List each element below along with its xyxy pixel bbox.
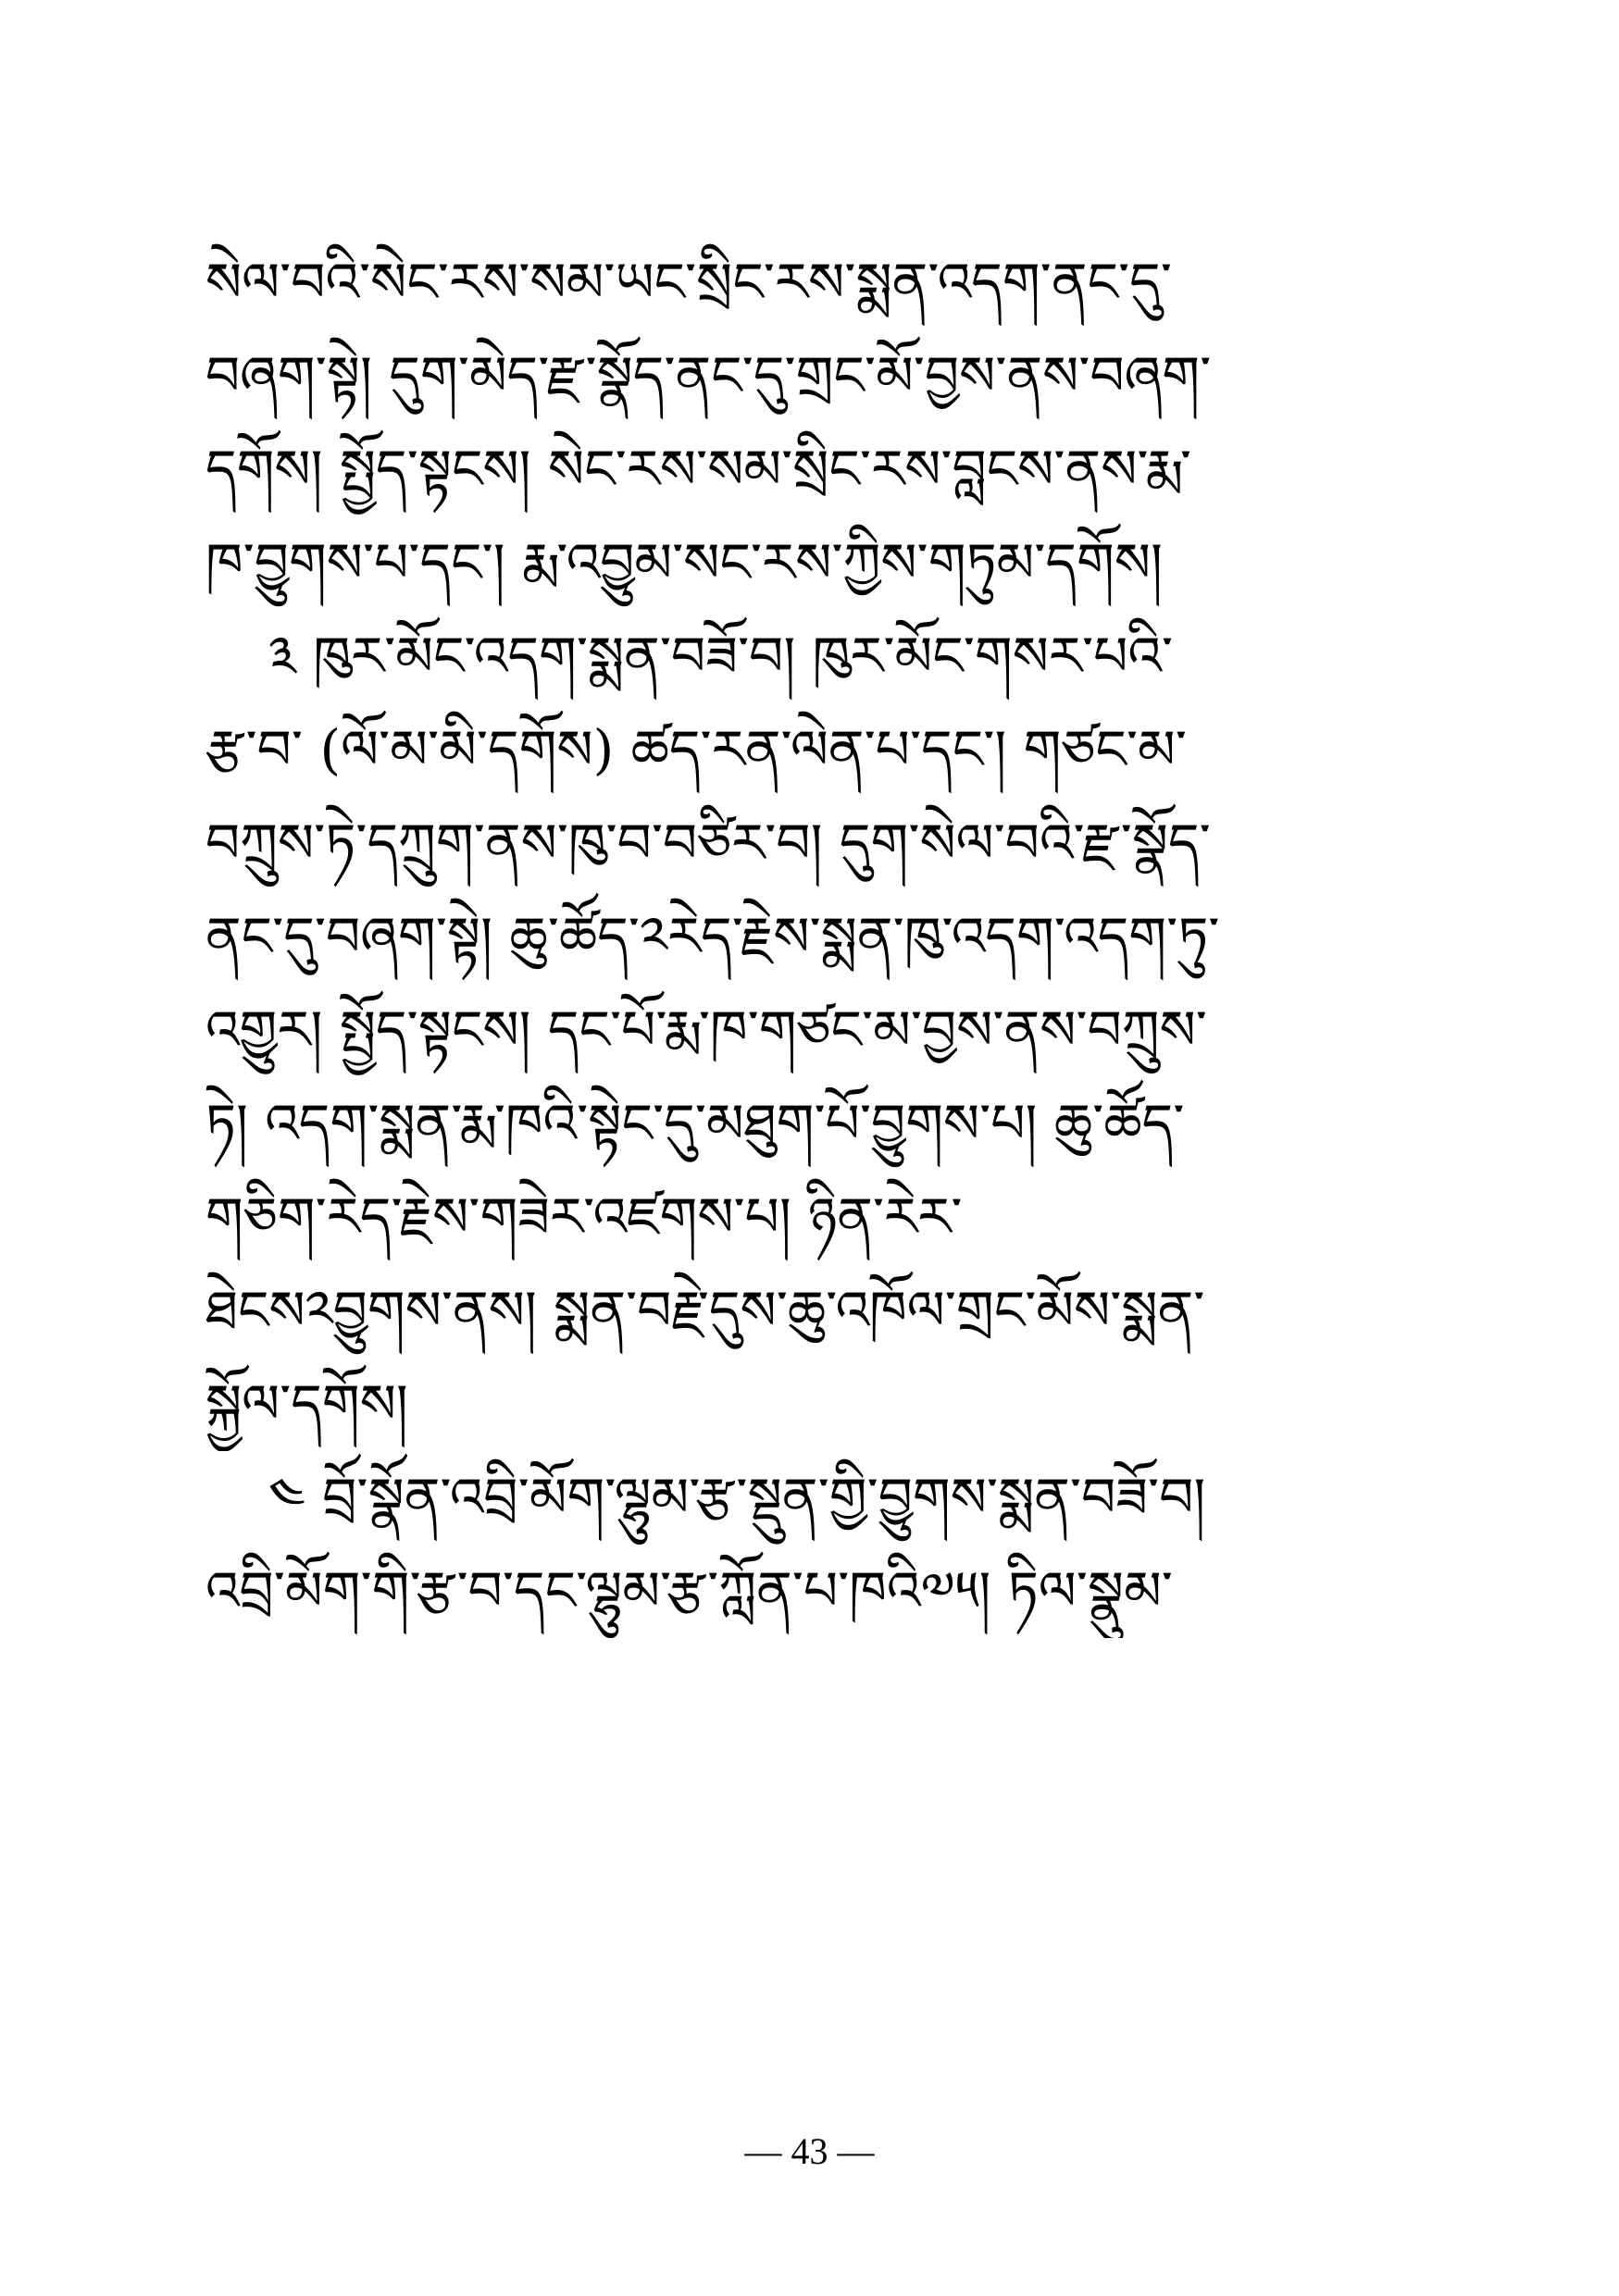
text-line: གཅིག་རེད་རྗེས་གཟེར་འཛགས་པ། ཉིན་རེར་ [205, 1185, 963, 1248]
text-line: བཞག་སྟེ། དུག་མེད་རྫ་སྣོད་ནང་དུ་གྲང་མོ་བྱས་ནས་བཞག་ [205, 344, 1212, 407]
text-line: ཏེ། འདག་སྨན་རྨ་ཁའི་སྟེང་དུ་མཐུག་པོ་བྱུགས་པ། ཆུ་ཚོད་ [205, 1092, 1185, 1155]
text-line: འགྱུར། སྤྱོད་སྟངས། དང་པོ་རྨ་ཁ་གཙང་མ་བྱས་ནས་བཀྲུས་ [205, 999, 1207, 1061]
text-line: སྐྱོལ་དགོས། [205, 1372, 408, 1435]
text-line: ཁ་བྱུགས་པ་དང་། རྨ་འབྱུམ་སང་རས་ཀྱིས་གཏུམ་དགོས། [205, 531, 1163, 594]
text-line: ནང་དུ་བཞག་སྟེ། ཆུ་ཚོད་༢རེད་རྗེས་སྨན་ཁུ་འདག་འདག་ཏུ་ [205, 905, 1220, 968]
text-line: འབྲི་མོག་གི་རྩ་བ་དང་ལྷུམ་རྩ་ཀློན་པ་ཁའི༧༥། ཏིལ་སྣུམ་ [205, 1559, 1173, 1622]
text-line: རྩ་བ་ (ལོ་མ་མི་དགོས) ཚད་རན་ལེན་པ་དང་། གཙང་མ་ [205, 718, 1187, 781]
text-line: བཀྲུས་ཏེ་དཀྲུག་ནས་ཁུ་བ་བཙིར་བ། དུག་སེལ་བའི་རྫ་སྣོད་ [205, 812, 1211, 875]
text-line: དགོས། སྤྱོད་སྟངས། སེང་རས་སམ་སྲིང་རས་བླངས་ནས་རྨ་ [205, 438, 1192, 501]
text-line: ཐེངས༢བྱུགས་ནས། སྨན་བརྗེ་དུས་ཆུ་འཁོལ་གྲང་མོས་སྨན་ [205, 1279, 1205, 1342]
body-text [205, 236, 1427, 1638]
section-3-heading-line: ༣ ཁུར་མོང་འདག་སྨན་བཟོ་བ། ཁུར་མོང་གསར་པའི་ [268, 625, 1174, 688]
text-line: སེལ་བའི་སེང་རས་སམ་ཡང་སྲིང་རས་སྨན་འདག་ནང་དུ་ [205, 251, 1172, 314]
section-4-heading-line: ༤ བྲོ་སྣོན་འབྲི་མོག་ལྷུམ་རྩ་སྡུན་གྱི་བྱུགས་སྨན་བཟོ་བ། [268, 1466, 1206, 1529]
page-number: — 43 — [744, 2130, 875, 2172]
